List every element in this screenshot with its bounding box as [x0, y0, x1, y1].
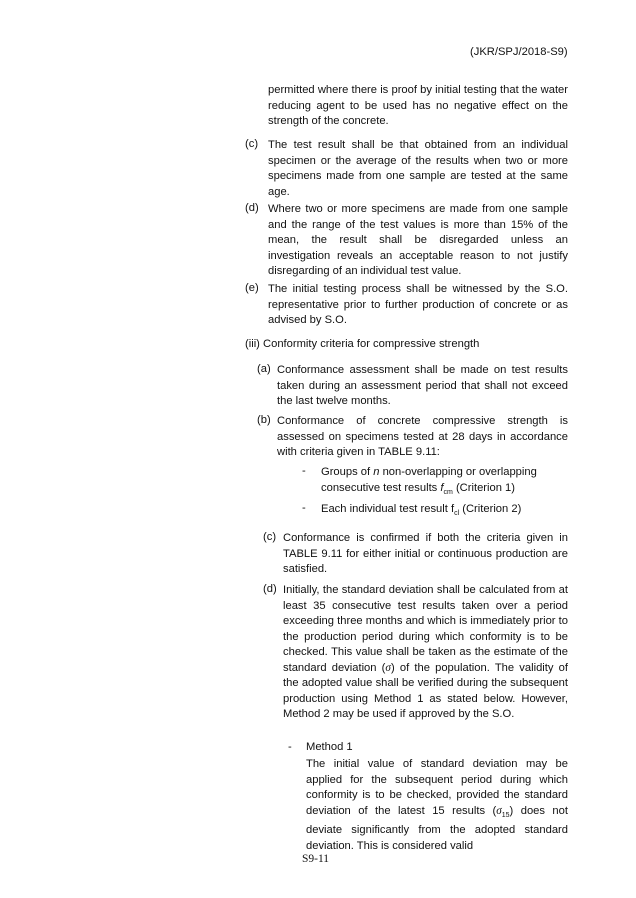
sub-d-label: (d): [263, 583, 277, 595]
symbol-n: n: [373, 466, 380, 478]
method-dash: -: [288, 741, 292, 753]
sub-b-label: (b): [257, 414, 271, 426]
method-1-title: Method 1: [306, 741, 353, 753]
sigma-symbol: σ: [385, 661, 391, 674]
sigma-symbol: σ: [496, 804, 502, 817]
page-number: S9-11: [302, 853, 330, 865]
bullet-dash: -: [302, 502, 306, 514]
item-c-label: (c): [245, 138, 259, 150]
sub-d-text: Initially, the standard deviation shall be calculated from at least 35 consecutive test results taken over a period exceeding three months and which is immediately prior to the production period during which conformity is to be checked. This value shall be taken as the estimate of the standard deviation (σ) of the population. The validity of the adopted value shall be verified during the subsequent production using Method 1 as stated below. However, Method 2 may be used if approved by the S.O.: [283, 584, 568, 720]
sub-b-text: Conformance of concrete compressive strength is assessed on specimens tested at 28 days in accordance with criteria given in TABLE 9.11:: [277, 415, 568, 458]
bullet-dash: -: [302, 465, 306, 477]
sub-c-label: (c): [263, 531, 277, 543]
section-iii-heading: (iii) Conformity criteria for compressive strength: [245, 338, 480, 350]
item-c-text: The test result shall be that obtained from an individual specimen or the average of the results when two or more specimens made from one sample are tested at the same age.: [268, 139, 568, 198]
method-1-text: The initial value of standard deviation may be applied for the subsequent period during which conformity is to be checked, provided the standard deviation of the latest 15 results $(\sigma_{15})$ does not deviate significantly from the adopted standard deviation. This is considered valid: [306, 758, 568, 852]
bullet-criterion-2: Each individual test result $f_{cl}$ (Criterion 2): [321, 503, 522, 518]
item-e-label: (e): [245, 282, 259, 294]
item-e-text: The initial testing process shall be witnessed by the S.O. representative prior to further production of concrete or as advised by S.O.: [268, 283, 568, 326]
symbol-f: f: [440, 481, 444, 494]
symbol-f: f: [450, 503, 455, 515]
continued-paragraph: permitted where there is proof by initial testing that the water reducing agent to be used has no negative effect on the strength of the concrete.: [268, 84, 568, 127]
sub-a-text: Conformance assessment shall be made on test results taken during an assessment period that shall not exceed the last twelve months.: [277, 364, 568, 407]
bullet-criterion-1: Groups of n non-overlapping or overlapping consecutive test results $f_{cm}$ (Criterion 1): [321, 466, 537, 496]
sub-a-label: (a): [257, 363, 271, 375]
item-d-label: (d): [245, 202, 259, 214]
item-d-text: Where two or more specimens are made from one sample and the range of the test values is more than 15% of the mean, the result shall be disregarded unless an investigation reveals an acceptable reason to not justify disregarding of an individual test value.: [268, 203, 568, 277]
document-reference: (JKR/SPJ/2018-S9): [470, 46, 568, 58]
sub-c-text: Conformance is confirmed if both the criteria given in TABLE 9.11 for either initial or continuous production are satisfied.: [283, 532, 568, 575]
